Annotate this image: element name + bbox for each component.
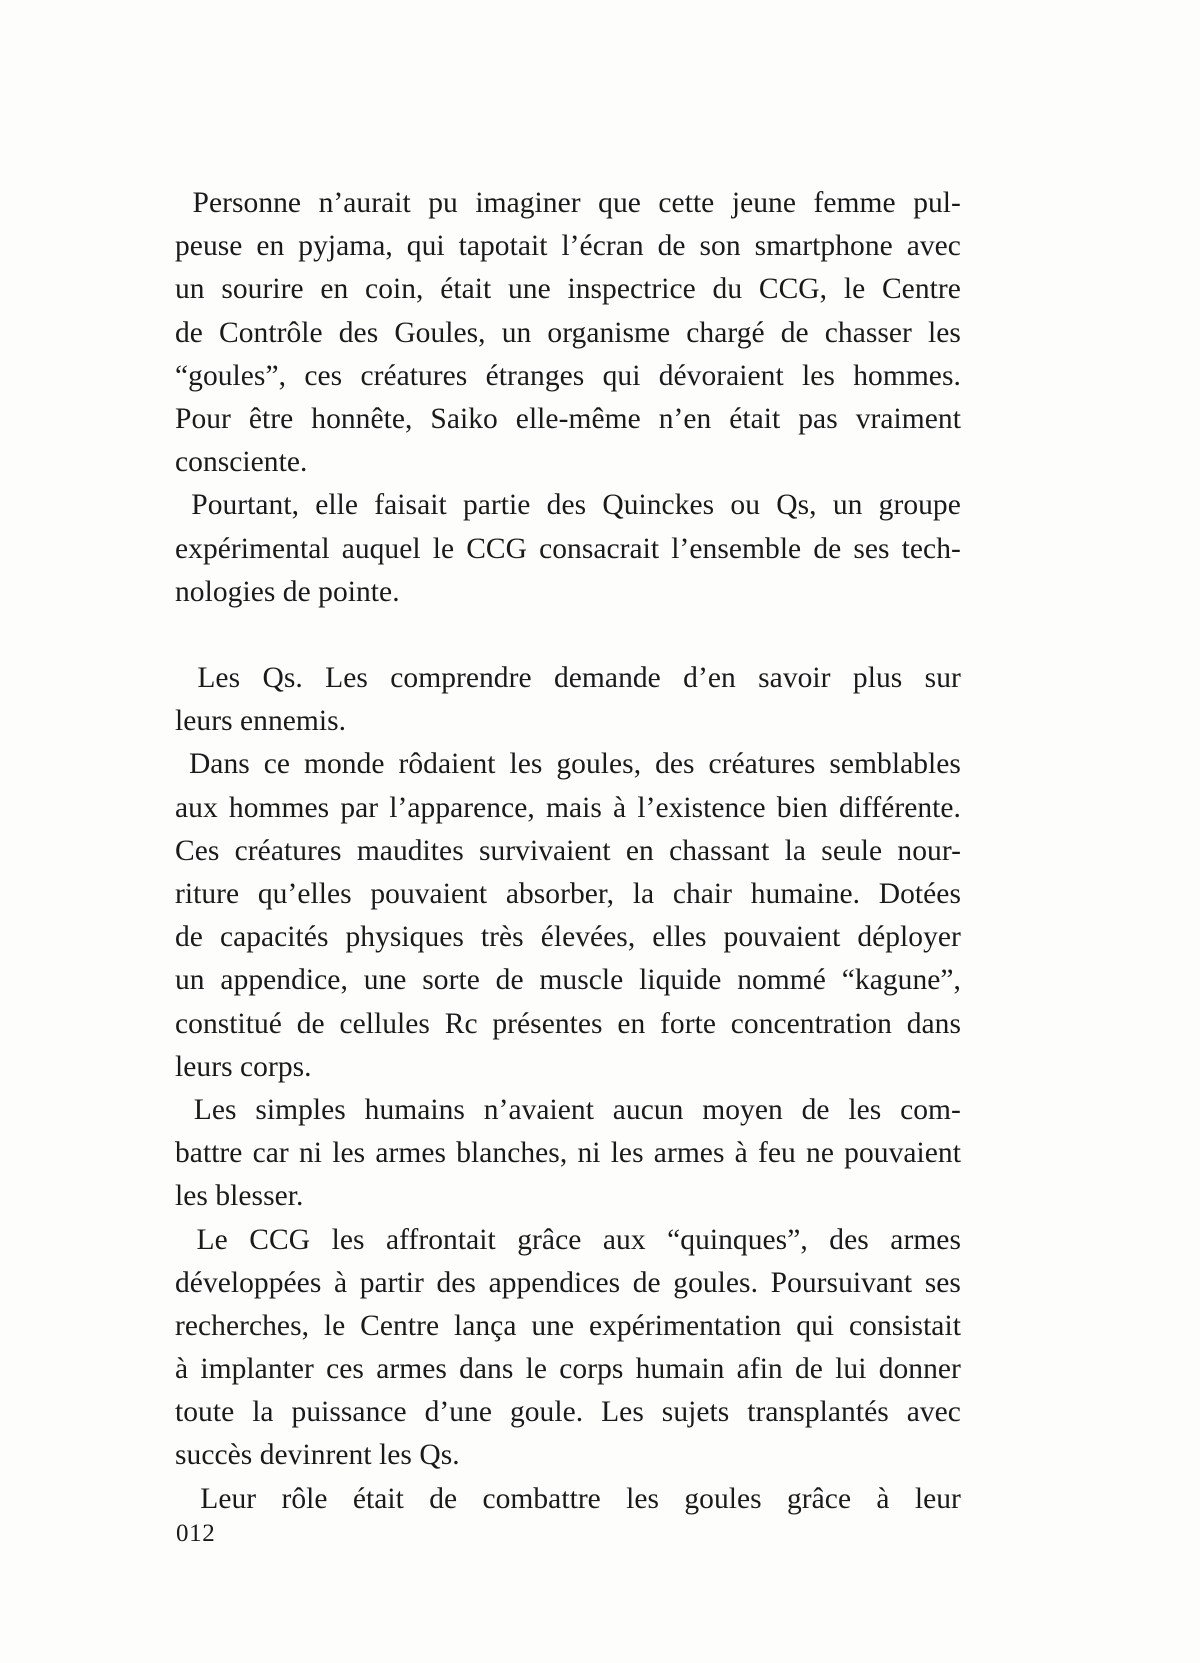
word: la (252, 1396, 274, 1429)
word: dans (906, 1007, 961, 1040)
word: recherches, (175, 1309, 310, 1342)
text-line (175, 787, 961, 830)
word: constitué (175, 1007, 282, 1040)
word: jeune (731, 187, 796, 219)
word: humains (364, 1093, 465, 1126)
word: faisait (374, 489, 447, 522)
word: car (252, 1137, 289, 1170)
word: avec (906, 230, 961, 263)
word: ces (304, 359, 343, 392)
word: grâce (786, 1482, 852, 1515)
page-number: 012 (176, 1520, 216, 1547)
word: femme (813, 187, 896, 219)
word: les (802, 359, 835, 392)
word: les (928, 316, 961, 349)
word: affrontait (386, 1223, 496, 1256)
word: consistait (849, 1309, 961, 1342)
text-line (175, 225, 961, 268)
word: lui (835, 1353, 867, 1386)
word: sujets (661, 1396, 730, 1429)
word: le (323, 1309, 346, 1342)
word: sur (924, 662, 961, 695)
word: seule (821, 834, 883, 867)
word: goules, (556, 748, 642, 781)
word: de (175, 316, 203, 349)
word: partir (359, 1266, 424, 1299)
word: demande (553, 662, 661, 695)
word: une (507, 273, 551, 306)
word: transplantés (747, 1396, 889, 1429)
word: pul- (913, 187, 961, 219)
word: très (480, 921, 524, 954)
word: en (617, 1007, 646, 1040)
word: Contrôle (219, 316, 323, 349)
word: un (501, 316, 532, 349)
word: Les (197, 662, 241, 695)
word: avec (906, 1396, 961, 1429)
word: le (525, 1353, 548, 1386)
word: CCG, (758, 273, 828, 306)
word: du (712, 273, 743, 306)
word: expérimentation (588, 1309, 782, 1342)
word: puissance (291, 1396, 407, 1429)
word: humaine. (750, 878, 861, 910)
word: Rc (444, 1007, 478, 1040)
paragraph (175, 743, 961, 1089)
word: absorber, (505, 878, 615, 910)
paragraph (175, 484, 961, 614)
word: était (440, 273, 492, 306)
word: ces (326, 1353, 364, 1386)
text-line: consciente. (175, 446, 308, 479)
text-line (175, 1391, 961, 1434)
paragraph-spacer (175, 614, 961, 657)
word: les (610, 1137, 644, 1170)
text-line (175, 312, 961, 355)
word: humain (635, 1353, 725, 1386)
word: élevées, (540, 921, 636, 954)
word: Dotées (878, 878, 961, 910)
text-line (175, 657, 961, 700)
text-line (175, 398, 961, 441)
word: expérimental (175, 532, 330, 565)
text-line (175, 743, 961, 786)
word: Centre (881, 273, 961, 306)
word: comprendre (390, 662, 532, 695)
word: de (175, 921, 203, 954)
word: elles (652, 921, 707, 954)
word: les (626, 1482, 660, 1515)
word: à (876, 1482, 890, 1515)
word: qui (602, 359, 641, 392)
word: groupe (878, 489, 961, 522)
page-text-block (175, 182, 961, 1521)
word: lança (453, 1309, 517, 1342)
word: chargé (686, 316, 765, 349)
word: ses (924, 1266, 961, 1299)
word: Pour (175, 402, 231, 435)
word: les (848, 1093, 882, 1126)
text-line (175, 916, 961, 959)
text-line (175, 1003, 961, 1046)
word: armes (890, 1223, 961, 1256)
word: bien (776, 791, 828, 824)
text-line (175, 1348, 961, 1391)
word: les (332, 1137, 366, 1170)
text-line (175, 268, 961, 311)
word: aux (175, 791, 218, 824)
word: com- (900, 1093, 961, 1126)
text-line (175, 355, 961, 398)
word: goules (684, 1482, 762, 1515)
word: ne (806, 1137, 834, 1170)
word: goules. (673, 1266, 759, 1299)
word: les (509, 748, 543, 781)
word: n’aurait (318, 187, 411, 219)
word: en (320, 273, 349, 306)
word: d’une (424, 1396, 493, 1429)
word: peuse (175, 230, 243, 263)
word: armes (376, 1353, 447, 1386)
word: tapotait (458, 230, 548, 263)
word: des (546, 489, 587, 522)
word: ni (299, 1137, 323, 1170)
word: d’en (683, 662, 736, 695)
word: partie (462, 489, 531, 522)
word: pouvaient (844, 1137, 961, 1170)
word: l’apparence, (389, 791, 535, 824)
word: de (794, 1353, 823, 1386)
text-line: leurs corps. (175, 1050, 312, 1083)
word: des (655, 748, 695, 781)
word: était (729, 402, 781, 435)
word: savoir (758, 662, 831, 695)
word: que (598, 187, 641, 219)
text-line (175, 830, 961, 873)
word: “kagune”, (841, 964, 961, 997)
word: son (699, 230, 741, 263)
word: corps (559, 1353, 624, 1386)
word: combattre (482, 1482, 601, 1515)
word: de (657, 230, 686, 263)
word: à (175, 1353, 189, 1386)
text-line (175, 959, 961, 1002)
word: riture (175, 878, 240, 910)
word: grâce (517, 1223, 582, 1256)
word: donner (878, 1353, 961, 1386)
word: elle (315, 489, 359, 522)
word: à (333, 1266, 348, 1299)
word: plus (852, 662, 903, 695)
paragraph (175, 1478, 961, 1521)
paragraph (175, 1089, 961, 1219)
word: ses (853, 532, 890, 565)
word: une (531, 1309, 575, 1342)
word: la (632, 878, 655, 910)
word: Pourtant, (191, 489, 300, 522)
paragraph (175, 1219, 961, 1478)
word: présentes (492, 1007, 603, 1040)
text-line (175, 1089, 961, 1132)
word: battre (175, 1137, 243, 1170)
word: chassant (669, 834, 770, 867)
word: armes (653, 1137, 725, 1170)
word: vraiment (855, 402, 961, 435)
word: consacrait (539, 532, 660, 565)
word: elle-même (515, 402, 641, 435)
word: hommes. (853, 359, 961, 392)
text-line (175, 528, 961, 571)
word: déployer (857, 921, 961, 954)
word: ou (730, 489, 761, 522)
word: les (331, 1223, 365, 1256)
word: appendices (488, 1266, 621, 1299)
word: pouvaient (370, 878, 488, 910)
word: muscle (539, 964, 624, 997)
word: pas (798, 402, 838, 435)
word: cette (658, 187, 715, 219)
word: dans (459, 1353, 514, 1386)
word: monde (303, 748, 385, 781)
text-line (175, 1219, 961, 1262)
word: aucun (612, 1093, 684, 1126)
word: rôdaient (398, 748, 496, 781)
word: aux (602, 1223, 646, 1256)
word: goule. (509, 1396, 584, 1429)
word: dévoraient (658, 359, 784, 392)
word: des (829, 1223, 869, 1256)
word: capacités (219, 921, 329, 954)
word: semblables (829, 748, 961, 781)
word: pu (428, 187, 458, 219)
word: de (813, 532, 842, 565)
word: concentration (730, 1007, 892, 1040)
word: créatures (708, 748, 816, 781)
word: hommes (228, 791, 330, 824)
word: physiques (345, 921, 464, 954)
word: honnête, (311, 402, 413, 435)
word: qu’elles (257, 878, 352, 910)
word: maudites (356, 834, 464, 867)
word: de (780, 316, 809, 349)
word: appendice, (220, 964, 348, 997)
word: afin (736, 1353, 783, 1386)
word: “quinques”, (667, 1223, 808, 1256)
word: l’écran (561, 230, 644, 263)
word: auquel (341, 532, 421, 565)
word: liquide (639, 964, 722, 997)
text-line (175, 484, 961, 527)
word: feu (758, 1137, 796, 1170)
word: pouvaient (723, 921, 841, 954)
word: cellules (339, 1007, 430, 1040)
word: inspectrice (567, 273, 696, 306)
word: l’existence (637, 791, 766, 824)
word: CCG (466, 532, 528, 565)
word: Poursuivant (770, 1266, 913, 1299)
word: ce (263, 748, 291, 781)
word: Qs. (262, 662, 303, 695)
word: Les (325, 662, 368, 695)
word: nommé (737, 964, 826, 997)
word: un (175, 964, 205, 997)
paragraph (175, 614, 961, 657)
word: de (632, 1266, 661, 1299)
word: différente. (838, 791, 961, 824)
word: imaginer (475, 187, 581, 219)
word: sourire (221, 273, 304, 306)
word: en (256, 230, 285, 263)
word: Personne (192, 187, 302, 219)
word: Goules, (394, 316, 486, 349)
word: Saiko (430, 402, 498, 435)
paragraph (175, 657, 961, 743)
word: Dans (188, 748, 250, 781)
word: mais (545, 791, 602, 824)
word: Le (196, 1223, 228, 1256)
text-line (175, 1305, 961, 1348)
word: un (175, 273, 205, 306)
text-line (175, 1132, 961, 1175)
word: “goules”, (175, 359, 287, 392)
word: n’en (658, 402, 712, 435)
word: survivaient (478, 834, 611, 867)
word: chair (672, 878, 733, 910)
word: toute (175, 1396, 235, 1429)
word: le (432, 532, 455, 565)
text-line: succès devinrent les Qs. (175, 1439, 460, 1472)
word: Les (601, 1396, 644, 1429)
word: organisme (547, 316, 671, 349)
word: forte (660, 1007, 716, 1040)
word: étranges (485, 359, 585, 392)
word: développées (175, 1266, 322, 1299)
word: créatures (234, 834, 342, 867)
text-line: les blesser. (175, 1180, 304, 1213)
word: qui (796, 1309, 835, 1342)
word: Qs, (776, 489, 817, 522)
word: créatures (360, 359, 468, 392)
word: un (832, 489, 863, 522)
text-line (175, 182, 961, 225)
word: en (625, 834, 654, 867)
word: leur (914, 1482, 961, 1515)
text-line (175, 1262, 961, 1305)
word: qui (406, 230, 445, 263)
word: le (843, 273, 866, 306)
word: de (801, 1093, 830, 1126)
word: armes (375, 1137, 447, 1170)
word: à (613, 791, 627, 824)
word: simples (255, 1093, 346, 1126)
word: Leur (200, 1482, 257, 1515)
word: moyen (702, 1093, 783, 1126)
text-line (175, 1478, 961, 1521)
word: nour- (897, 834, 961, 867)
word: tech- (901, 532, 961, 565)
word: Centre (360, 1309, 440, 1342)
word: de (296, 1007, 325, 1040)
word: CCG (249, 1223, 311, 1256)
word: une (363, 964, 407, 997)
word: Les (193, 1093, 237, 1126)
word: coin, (365, 273, 424, 306)
word: des (436, 1266, 476, 1299)
word: rôle (281, 1482, 328, 1515)
word: smartphone (754, 230, 893, 263)
word: l’ensemble (671, 532, 802, 565)
text-line: leurs ennemis. (175, 705, 347, 738)
word: par (340, 791, 379, 824)
text-line: nologies de pointe. (175, 575, 400, 608)
word: sorte (422, 964, 480, 997)
word: ni (577, 1137, 601, 1170)
word: implanter (200, 1353, 314, 1386)
word: pyjama, (298, 230, 393, 263)
word: être (248, 402, 294, 435)
word: blanches, (456, 1137, 568, 1170)
word: Quinckes (602, 489, 715, 522)
word: était (352, 1482, 404, 1515)
word: des (338, 316, 379, 349)
paragraph (175, 182, 961, 484)
word: chasser (824, 316, 912, 349)
word: de (429, 1482, 458, 1515)
text-line (175, 873, 961, 916)
word: à (734, 1137, 748, 1170)
word: Ces (175, 834, 220, 867)
word: n’avaient (483, 1093, 594, 1126)
word: la (784, 834, 807, 867)
word: de (495, 964, 524, 997)
